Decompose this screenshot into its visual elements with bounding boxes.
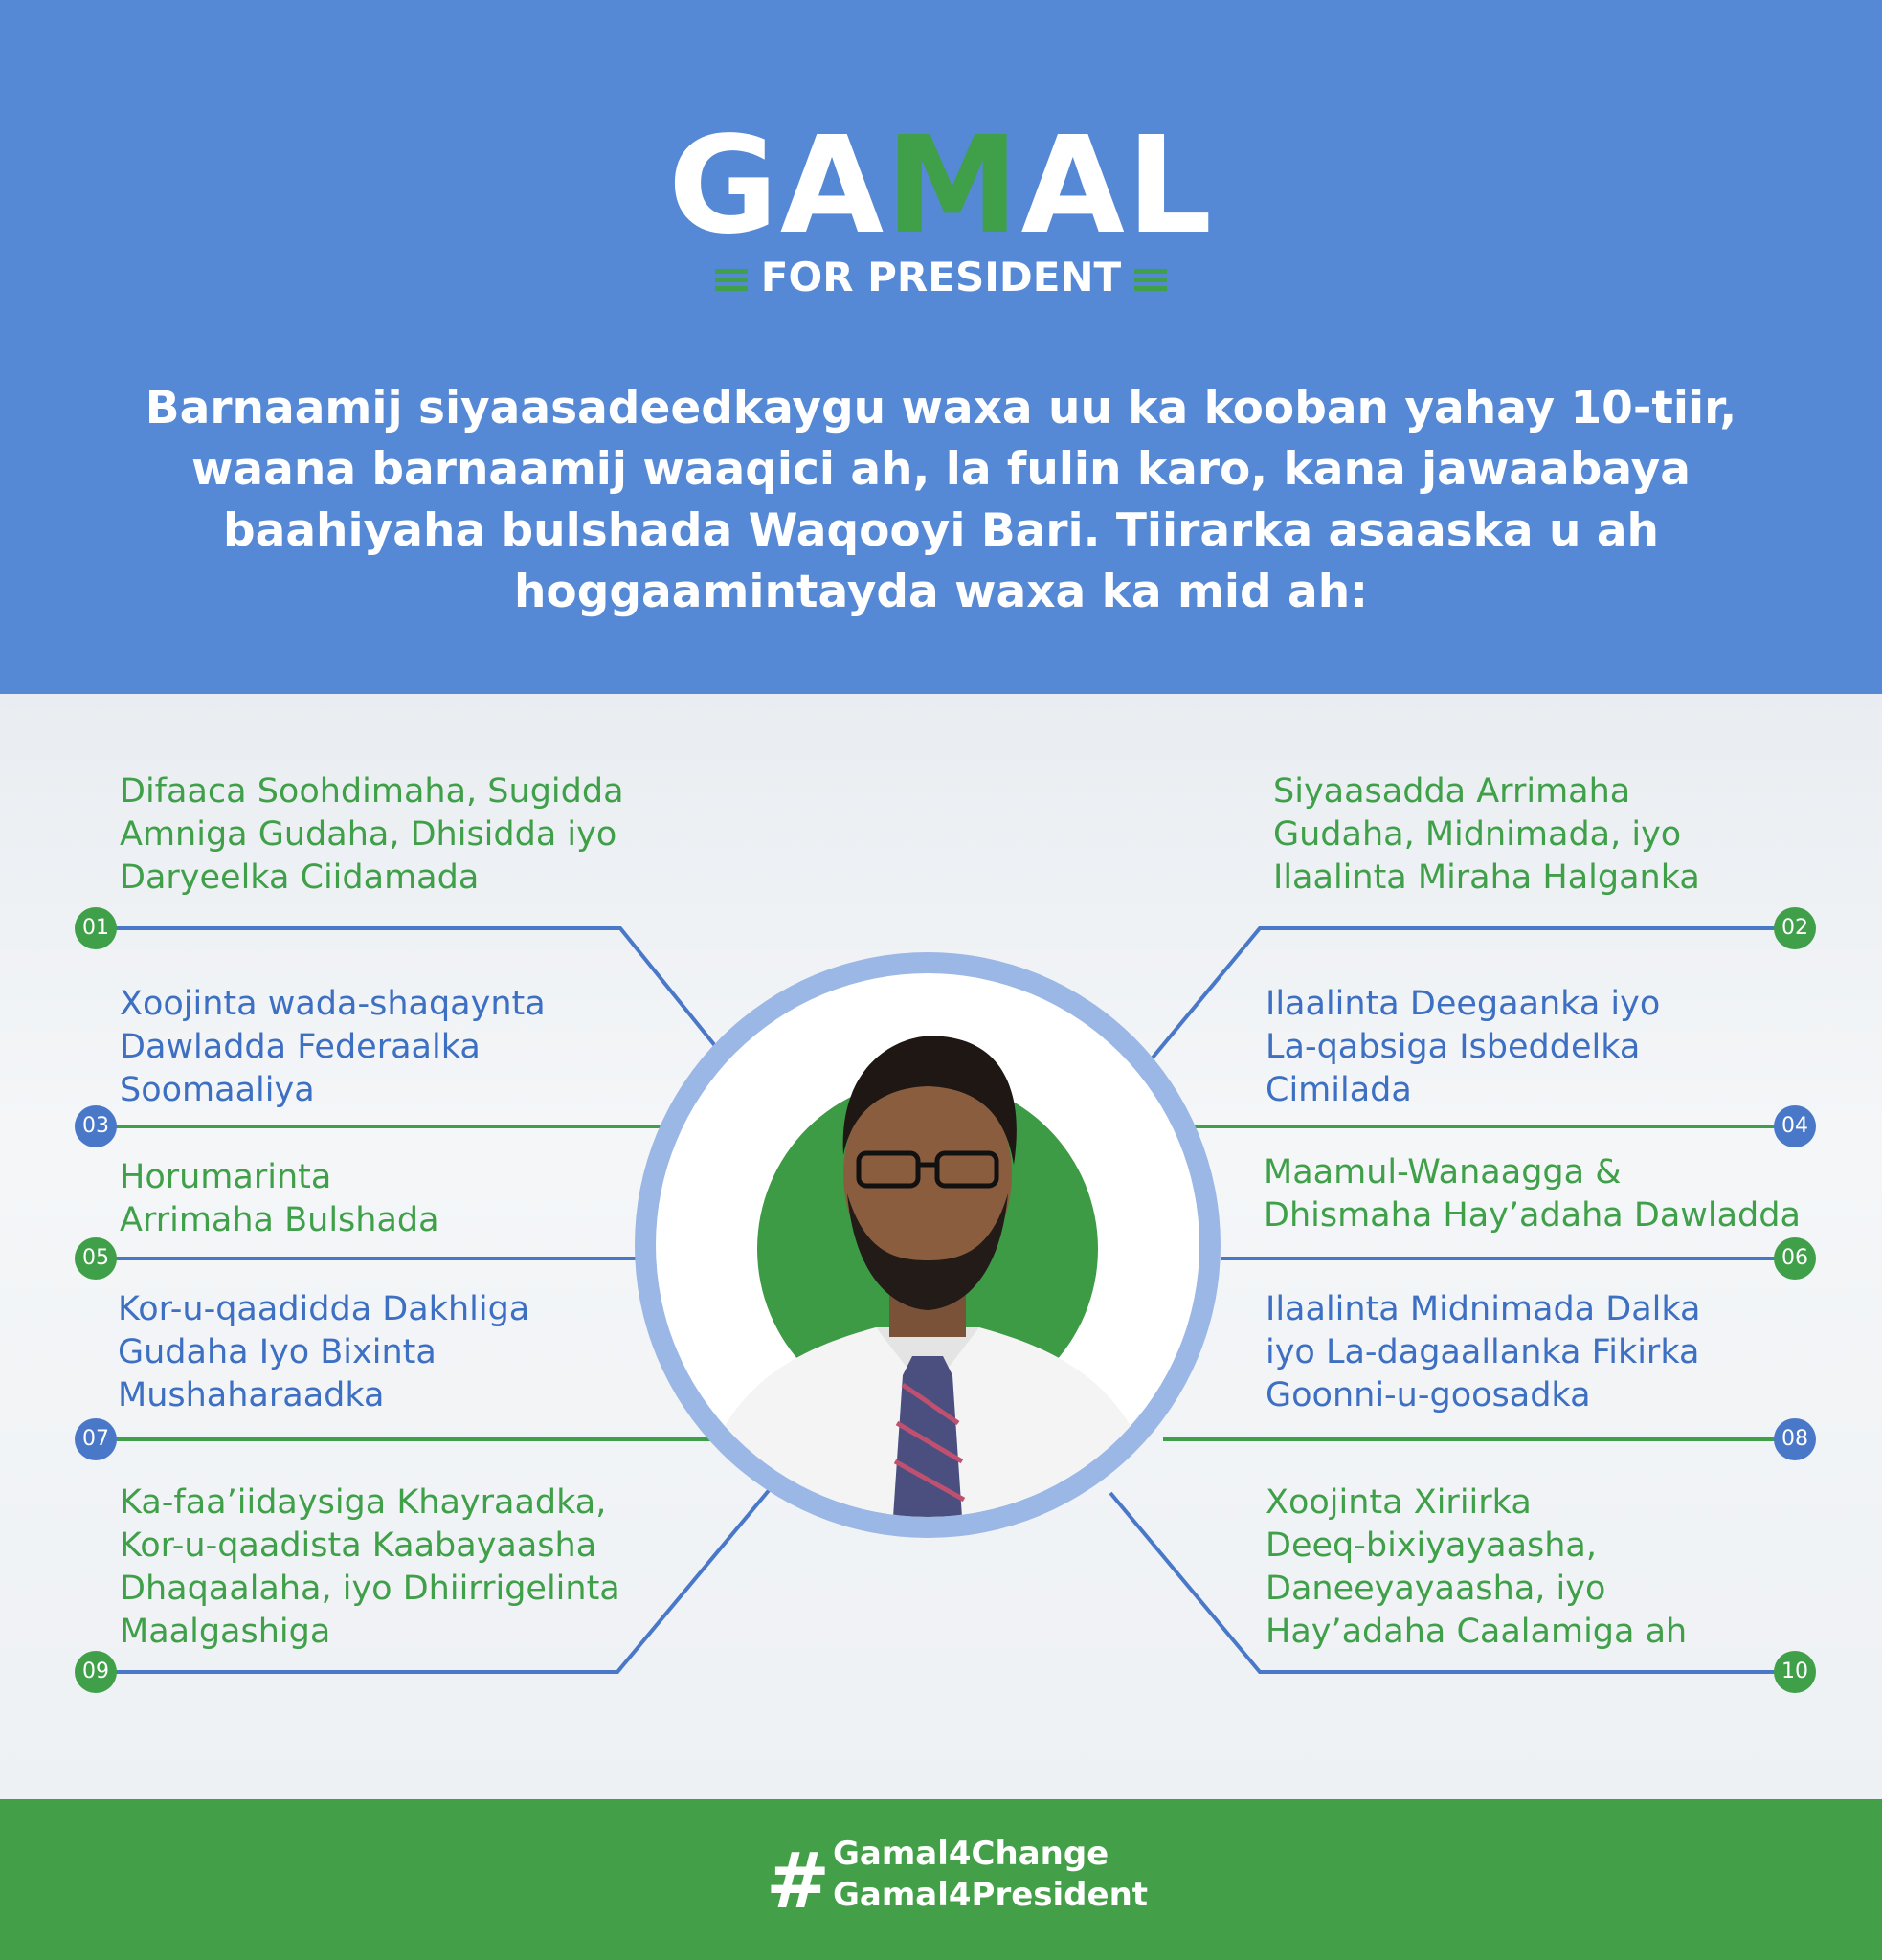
pillar-05-badge: 05 bbox=[75, 1237, 117, 1280]
hashtag-icon: # bbox=[766, 1837, 831, 1926]
pillar-07-text: Kor-u-qaadidda Dakhliga Gudaha Iyo Bixinta Mushaharaadka bbox=[118, 1290, 530, 1414]
hashtags bbox=[833, 1834, 1148, 1916]
candidate-portrait bbox=[656, 973, 1199, 1517]
pillar-03-text: Xoojinta wada-shaqaynta Dawladda Federaalka Soomaaliya bbox=[120, 985, 546, 1109]
intro-paragraph: Barnaamij siyaasadeedkaygu waxa uu ka kooban yahay 10-tiir, waana barnaamij waaqici ah, la fulin karo, kana jawaabaya baahiyaha bulshada Waqooyi Bari. Tiirarka asaaska u ah hoggaamintayda waxa ka mid ah: bbox=[145, 382, 1737, 618]
pillar-10-badge: 10 bbox=[1774, 1651, 1816, 1693]
pillar-06-text: Maamul-Wanaagga & Dhismaha Hay’adaha Dawladda bbox=[1264, 1153, 1801, 1235]
pillar-05-text: Horumarinta Arrimaha Bulshada bbox=[120, 1158, 439, 1239]
pillar-01-text: Difaaca Soohdimaha, Sugidda Amniga Gudaha, Dhisidda iyo Daryeelka Ciidamada bbox=[120, 772, 624, 897]
pillar-02-text: Siyaasadda Arrimaha Gudaha, Midnimada, iyo Ilaalinta Miraha Halganka bbox=[1273, 772, 1700, 897]
pillar-02-badge: 02 bbox=[1774, 907, 1816, 949]
pillar-10-text: Xoojinta Xiriirka Deeq-bixiyayaasha, Daneeyayaasha, iyo Hay’adaha Caalamiga ah bbox=[1266, 1483, 1688, 1651]
pillar-09-badge: 09 bbox=[75, 1651, 117, 1693]
pillar-08-text: Ilaalinta Midnimada Dalka iyo La-dagaallanka Fikirka Goonni-u-goosadka bbox=[1266, 1290, 1701, 1414]
logo-subtitle: FOR PRESIDENT bbox=[0, 254, 1882, 301]
pillar-04-badge: 04 bbox=[1774, 1105, 1816, 1147]
pillar-09-text: Ka-faa’iidaysiga Khayraadka, Kor-u-qaadista Kaabayaasha Dhaqaalaha, iyo Dhiirrigelinta Maalgashiga bbox=[120, 1483, 620, 1651]
hashtag-gamal4change[interactable]: Gamal4Change bbox=[833, 1835, 1109, 1873]
pillar-06-badge: 06 bbox=[1774, 1237, 1816, 1280]
pillar-08-badge: 08 bbox=[1774, 1418, 1816, 1460]
pillar-04-text: Ilaalinta Deegaanka iyo La-qabsiga Isbeddelka Cimilada bbox=[1266, 985, 1661, 1109]
pillar-01-badge: 01 bbox=[75, 907, 117, 949]
logo-check-letter: M bbox=[885, 108, 1021, 264]
candidate-portrait-illustration bbox=[656, 973, 1199, 1517]
campaign-logo: GAMAL bbox=[667, 108, 1215, 264]
pillar-07-badge: 07 bbox=[75, 1418, 117, 1460]
hashtag-gamal4president[interactable]: Gamal4President bbox=[833, 1876, 1149, 1914]
pillar-03-badge: 03 bbox=[75, 1105, 117, 1147]
